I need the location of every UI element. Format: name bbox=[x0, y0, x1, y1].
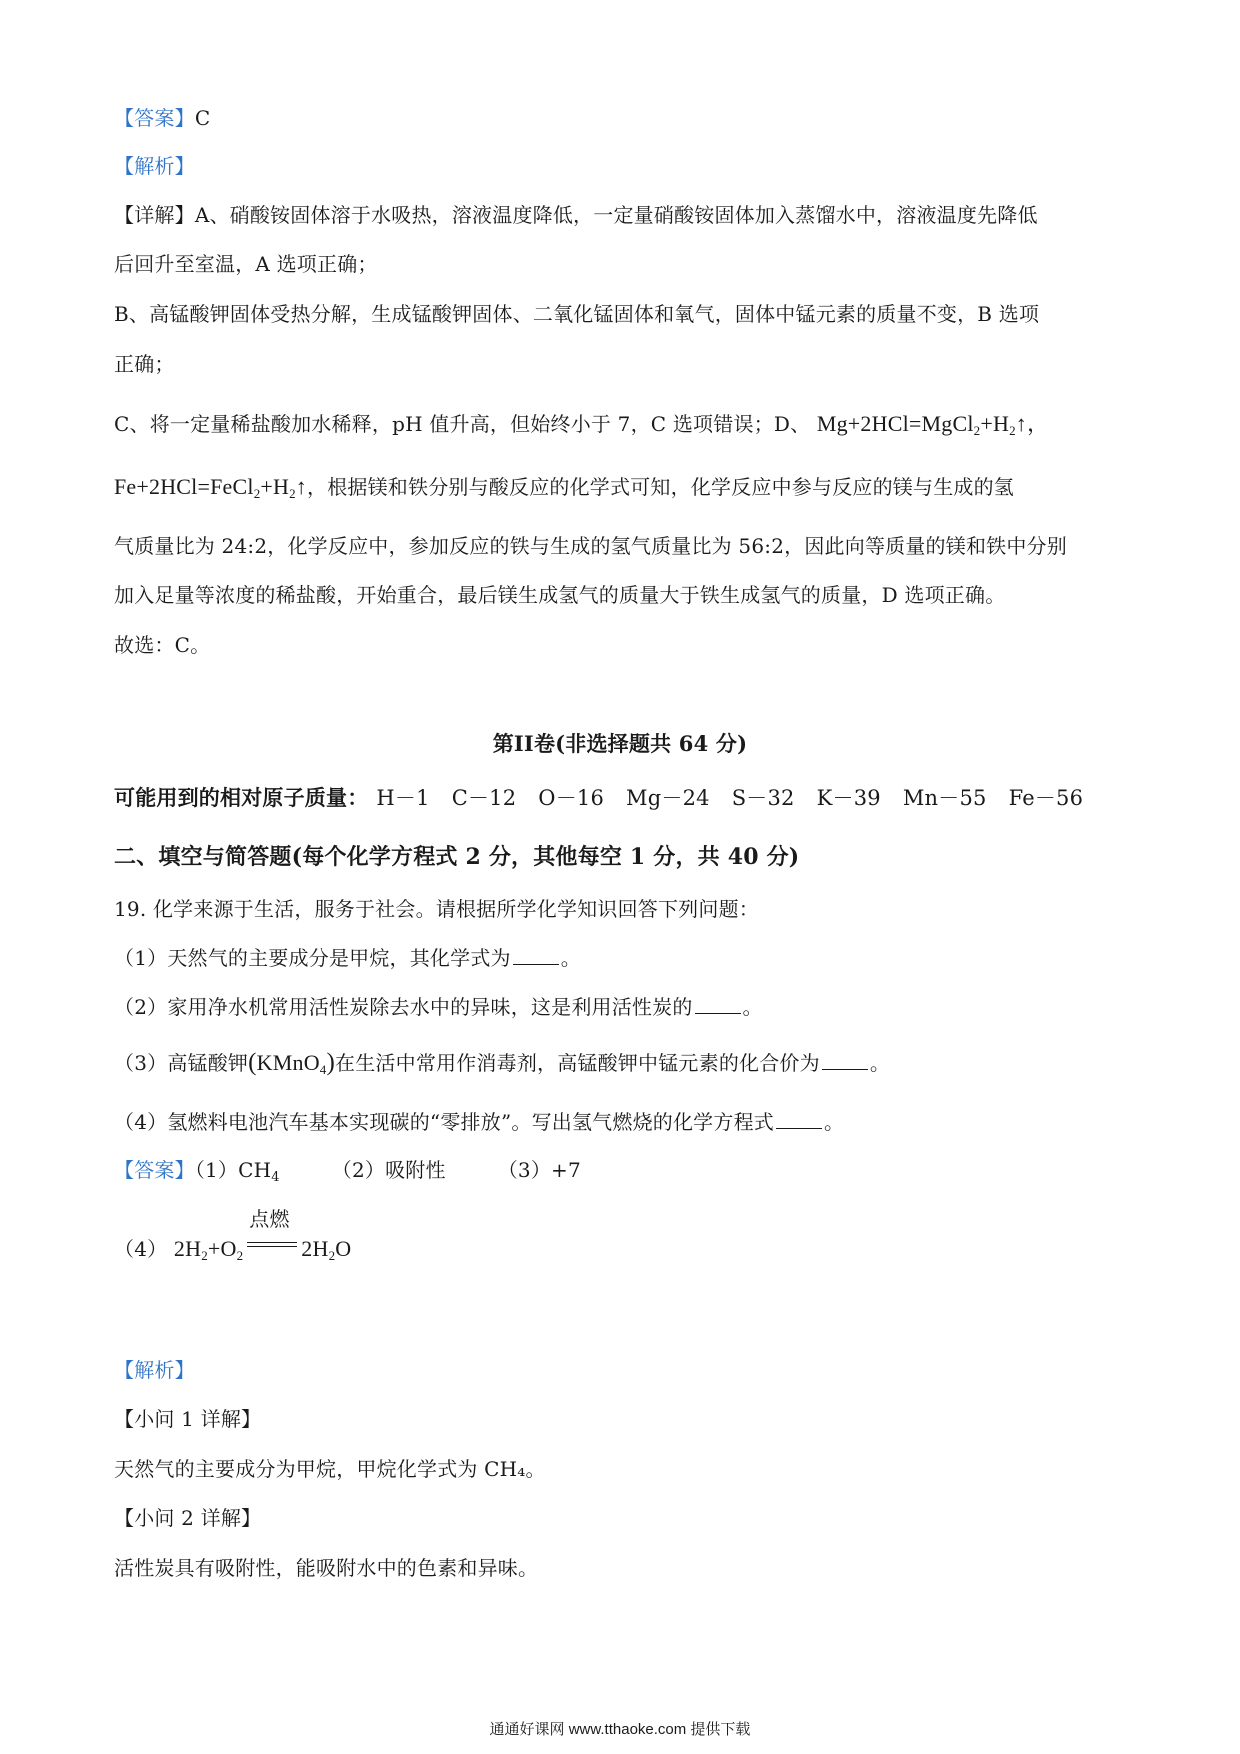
combustion-equation: $2H_2+O_2$ 点燃 $2H_2O$ bbox=[173, 1209, 352, 1263]
detail-line-4: 正确； bbox=[114, 352, 175, 376]
sub1-detail-text: 天然气的主要成分为甲烷，甲烷化学式为 CH₄。 bbox=[114, 1457, 546, 1481]
answer-1: $(1)CH_4$ bbox=[194, 1158, 280, 1185]
answer-tag: 【答案】 bbox=[114, 1158, 195, 1182]
q19-sub3: （3）高锰酸钾(KMnO$_4$)在生活中常用作消毒剂，高锰酸钾中锰元素的化合价为 。 bbox=[114, 1049, 891, 1077]
sub2-detail-tag: 【小问 2 详解】 bbox=[114, 1506, 262, 1530]
equation-fe: $Fe+2HCl=FeCl_2+H_2↑$ bbox=[114, 474, 307, 501]
mass-mn: Mn－55 bbox=[902, 786, 987, 810]
detail-line-3: B、高锰酸钾固体受热分解，生成锰酸钾固体、二氧化锰固体和氧气，固体中锰元素的质量不变，B 选项 bbox=[114, 302, 1040, 326]
answer-blank bbox=[513, 946, 559, 965]
mass-o: O－16 bbox=[538, 786, 605, 810]
mass-k: K－39 bbox=[816, 786, 881, 810]
answer-line bbox=[114, 104, 210, 132]
answer-blank bbox=[695, 995, 741, 1014]
answer-2: （2）吸附性 bbox=[331, 1158, 446, 1182]
choose-line: 故选：C。 bbox=[114, 633, 211, 657]
reaction-condition: 点燃 bbox=[245, 1230, 299, 1258]
sub1-detail-tag: 【小问 1 详解】 bbox=[114, 1407, 262, 1431]
detail-text-6: ，根据镁和铁分别与酸反应的化学式可知，化学反应中参与反应的镁与生成的氢 bbox=[307, 475, 1014, 499]
detail-line-6 bbox=[114, 473, 1014, 508]
detail-text-5: C、将一定量稀盐酸加水稀释，pH 值升高，但始终小于 7，C 选项错误；D、 bbox=[114, 412, 811, 436]
mass-s: S－32 bbox=[731, 786, 795, 810]
q19-sub1: （1）天然气的主要成分是甲烷，其化学式为 。 bbox=[114, 946, 581, 970]
sub2-detail-text: 活性炭具有吸附性，能吸附水中的色素和异味。 bbox=[114, 1556, 539, 1580]
part-title: 二、填空与简答题(每个化学方程式 2 分，其他每空 1 分，共 40 分) bbox=[114, 844, 800, 870]
answer-value: C bbox=[194, 106, 211, 130]
detail-line-2: 后回升至室温，A 选项正确； bbox=[114, 252, 378, 276]
kmno4-formula: KMnO$_4$ bbox=[256, 1050, 327, 1077]
detail-line-5 bbox=[114, 410, 1049, 445]
q19-answer-4: （4） $2H_2+O_2$ 点燃 $2H_2O$ bbox=[114, 1209, 352, 1263]
atomic-mass-label: 可能用到的相对原子质量： bbox=[114, 785, 369, 810]
detail-text-1: A、硝酸铵固体溶于水吸热，溶液温度降低，一定量硝酸铵固体加入蒸馏水中，溶液温度先降低 bbox=[194, 203, 1038, 227]
detail-line-7: 气质量比为 24:2，化学反应中，参加反应的铁与生成的氢气质量比为 56:2，因此向等质量的镁和铁中分别 bbox=[114, 534, 1067, 558]
mass-mg: Mg－24 bbox=[626, 786, 710, 810]
answer-tag: 【答案】 bbox=[114, 106, 195, 130]
detail-line-1 bbox=[114, 201, 1038, 229]
answer-blank bbox=[776, 1110, 822, 1129]
q19-sub2: （2）家用净水机常用活性炭除去水中的异味，这是利用活性炭的 。 bbox=[114, 995, 763, 1019]
detail-line-8: 加入足量等浓度的稀盐酸，开始重合，最后镁生成氢气的质量大于铁生成氢气的质量，D 选项正确。 bbox=[114, 583, 1006, 607]
analysis-tag: 【解析】 bbox=[114, 154, 195, 178]
answer-blank bbox=[822, 1051, 868, 1070]
mass-c: C－12 bbox=[451, 786, 517, 810]
q19-stem: 19. 化学来源于生活，服务于社会。请根据所学化学知识回答下列问题： bbox=[114, 897, 759, 921]
mass-fe: Fe－56 bbox=[1008, 786, 1084, 810]
mass-h: H－1 bbox=[376, 786, 430, 810]
footer-watermark: 通通好课网 www.tthaoke.com 提供下载 bbox=[489, 1721, 751, 1738]
section-title: 第II卷(非选择题共 64 分) bbox=[492, 731, 748, 756]
q19-analysis-tag: 【解析】 bbox=[114, 1358, 195, 1382]
q19-answer-line bbox=[114, 1156, 581, 1192]
answer-3: （3）+7 bbox=[497, 1158, 581, 1182]
atomic-mass-line bbox=[114, 784, 1105, 812]
equation-mg: $Mg+2HCl=MgCl_2+H_2↑$， bbox=[816, 411, 1050, 438]
q19-sub4: （4）氢燃料电池汽车基本实现碳的“零排放”。写出氢气燃烧的化学方程式 。 bbox=[114, 1110, 845, 1134]
detail-tag: 【详解】 bbox=[114, 203, 195, 227]
